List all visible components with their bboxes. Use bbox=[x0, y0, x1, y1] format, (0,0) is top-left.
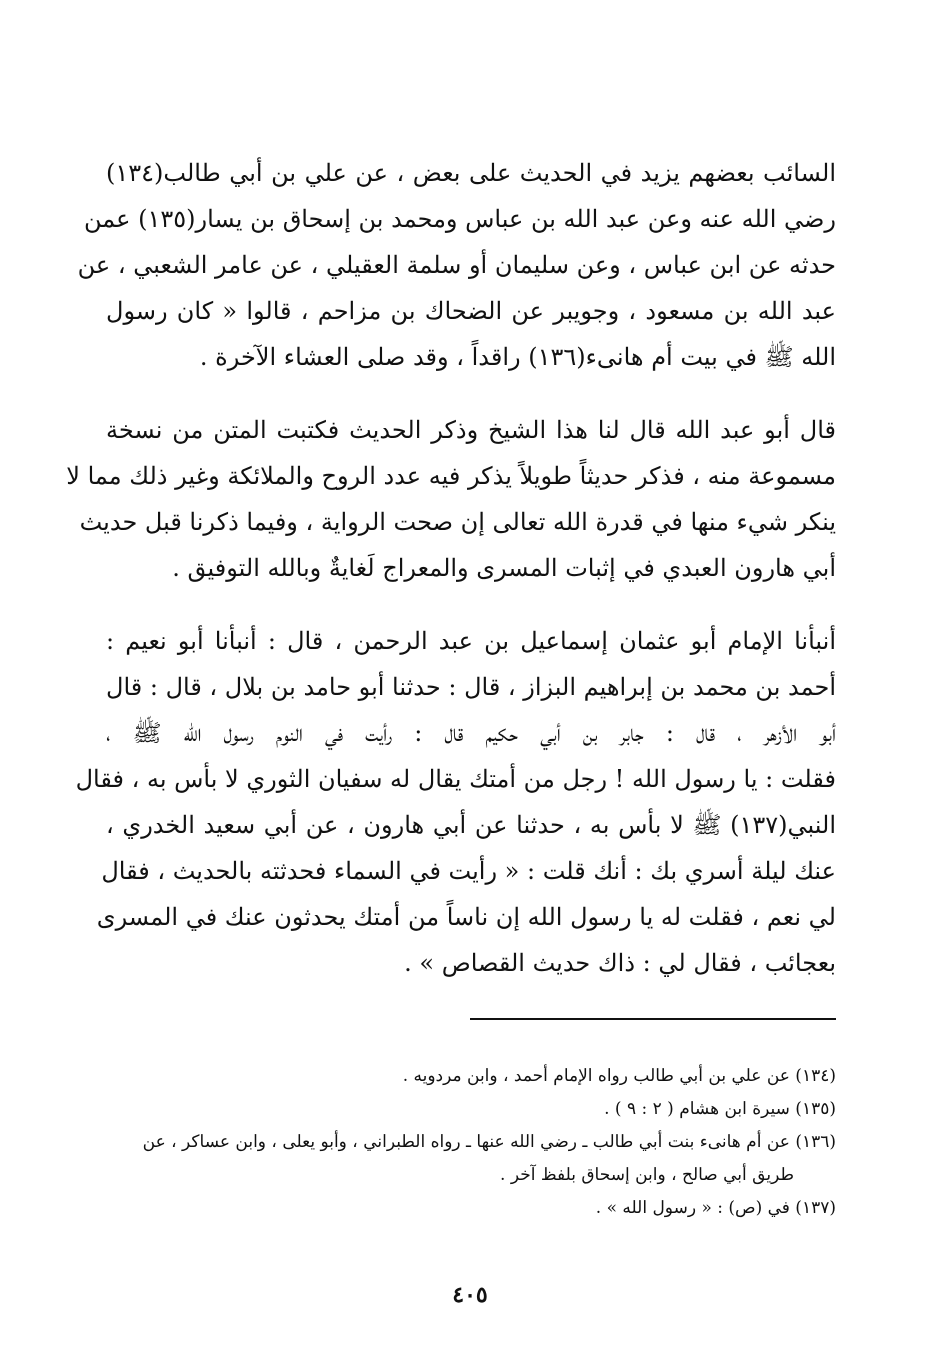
text-line: لي نعم ، فقلت له يا رسول الله إن ناساً من أمتك يحدثون عنك في المسرى bbox=[96, 903, 836, 931]
paragraph-3 bbox=[75, 618, 836, 986]
footnote-136: (١٣٦) عن أم هانىء بنت أبي طالب ـ رضي الله عنها ـ رواه الطبراني ، وأبو يعلى ، وابن عساكر ، عن bbox=[142, 1132, 836, 1152]
text-line: أبو الأزهر ، قال : جابر بن أبي حكيم قال : رأيت في النوم رسول الله ﷺ ، bbox=[106, 719, 836, 747]
paragraph-2 bbox=[66, 407, 836, 591]
text-line: السائب بعضهم يزيد في الحديث على بعض ، عن علي بن أبي طالب(١٣٤) bbox=[106, 159, 836, 187]
text-line: رضي الله عنه وعن عبد الله بن عباس ومحمد بن إسحاق بن يسار(١٣٥) عمن bbox=[83, 205, 836, 233]
text-line: حدثه عن ابن عباس ، وعن سليمان أو سلمة العقيلي ، عن عامر الشعبي ، عن bbox=[77, 251, 836, 279]
text-line: مسموعة منه ، فذكر حديثاً طويلاً يذكر فيه عدد الروح والملائكة وغير ذلك مما لا bbox=[66, 462, 836, 490]
footnote-135: (١٣٥) سيرة ابن هشام ( ٢ : ٩ ) . bbox=[604, 1099, 836, 1119]
paragraph-1 bbox=[77, 150, 836, 380]
page-number: ٤٠٥ bbox=[452, 1282, 488, 1308]
text-line: أنبأنا الإمام أبو عثمان إسماعيل بن عبد الرحمن ، قال : أنبأنا أبو نعيم : bbox=[106, 627, 836, 655]
text-line: أحمد بن محمد بن إبراهيم البزاز ، قال : حدثنا أبو حامد بن بلال ، قال : قال bbox=[106, 673, 836, 701]
footnote-137: (١٣٧) في (ص) : « رسول الله » . bbox=[595, 1198, 836, 1218]
text-line: أبي هارون العبدي في إثبات المسرى والمعراج لَغايةٌ وبالله التوفيق . bbox=[172, 554, 836, 582]
text-line: فقلت : يا رسول الله ! رجل من أمتك يقال له سفيان الثوري لا بأس به ، فقال bbox=[75, 765, 836, 793]
text-line: عبد الله بن مسعود ، وجويبر عن الضحاك بن مزاحم ، قالوا « كان رسول bbox=[106, 297, 836, 325]
footnote-136-continuation: طريق أبي صالح ، وابن إسحاق بلفظ آخر . bbox=[500, 1165, 794, 1185]
text-line: عنك ليلة أسري بك : أنك قلت : « رأيت في السماء فحدثته بالحديث ، فقال bbox=[101, 857, 836, 885]
text-line: النبي(١٣٧) ﷺ لا بأس به ، حدثنا عن أبي هارون ، عن أبي سعيد الخدري ، bbox=[106, 811, 836, 839]
text-line: الله ﷺ في بيت أم هانىء(١٣٦) راقداً ، وقد صلى العشاء الآخرة . bbox=[199, 343, 836, 371]
text-line: ينكر شيء منها في قدرة الله تعالى إن صحت الرواية ، وفيما ذكرنا قبل حديث bbox=[79, 508, 836, 536]
text-line: بعجائب ، فقال لي : ذاك حديث القصاص » . bbox=[404, 949, 836, 977]
text-line: قال أبو عبد الله قال لنا هذا الشيخ وذكر الحديث فكتبت المتن من نسخة bbox=[106, 416, 836, 444]
footnote-separator bbox=[470, 1018, 836, 1020]
footnote-134: (١٣٤) عن علي بن أبي طالب رواه الإمام أحمد ، وابن مردويه . bbox=[402, 1066, 836, 1086]
main-text bbox=[66, 150, 836, 1013]
footnotes bbox=[106, 1060, 836, 1225]
